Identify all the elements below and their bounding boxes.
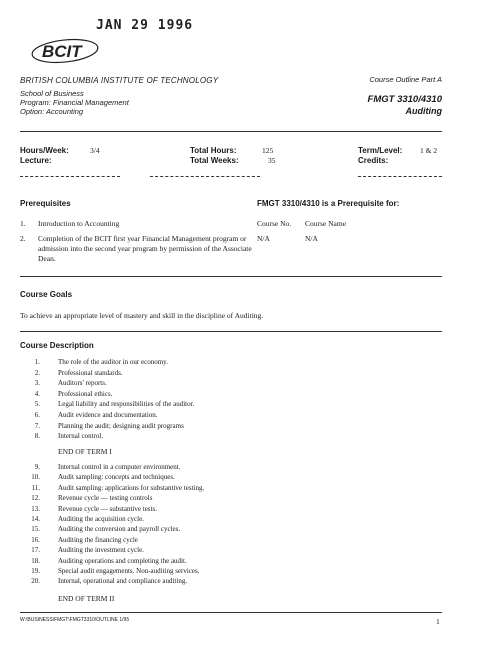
school-name: School of Business bbox=[20, 89, 84, 98]
term-2-item-number: 12. bbox=[31, 494, 40, 503]
term-2-item-number: 19. bbox=[31, 567, 40, 575]
term-1-item-text: The role of the auditor in our economy. bbox=[58, 358, 168, 366]
term-2-item-number: 14. bbox=[31, 515, 40, 523]
hours-week-value: 3/4 bbox=[90, 146, 100, 155]
term-1-item-number: 6. bbox=[34, 411, 40, 419]
term-1-item-number: 7. bbox=[34, 421, 40, 430]
term-2-item-number: 9. bbox=[34, 463, 40, 471]
header-divider bbox=[20, 131, 442, 132]
prereq-1-text: Introduction to Accounting bbox=[38, 219, 120, 228]
term-2-item-text: Auditing the conversion and payroll cycles. bbox=[58, 525, 181, 534]
course-no-header: Course No. bbox=[257, 219, 292, 228]
course-name-header: Course Name bbox=[305, 219, 347, 228]
term-2-item-number: 17. bbox=[31, 546, 40, 555]
term-1-item-text: Professional ethics. bbox=[58, 389, 113, 398]
course-code: FMGT 3310/4310 bbox=[367, 94, 442, 105]
course-goals-text: To achieve an appropriate level of mastery and skill in the discipline of Auditing. bbox=[20, 311, 264, 320]
total-weeks-value: 35 bbox=[268, 156, 276, 165]
hours-week-label: Hours/Week: bbox=[20, 146, 69, 155]
term-1-item-number: 3. bbox=[34, 379, 40, 388]
lecture-label: Lecture: bbox=[20, 156, 52, 165]
term-1-item-text: Auditors' reports. bbox=[58, 379, 107, 388]
course-goals-heading: Course Goals bbox=[20, 290, 73, 299]
credits-label: Credits: bbox=[358, 156, 389, 165]
prereq-1-number: 1. bbox=[20, 219, 26, 228]
term-1-item-number: 4. bbox=[34, 389, 40, 398]
term-1-item-number: 2. bbox=[34, 368, 40, 377]
received-date-stamp: JAN 29 1996 bbox=[96, 18, 194, 33]
prereq-2-number: 2. bbox=[20, 234, 26, 243]
term-1-item-number: 8. bbox=[34, 432, 40, 441]
term-2-item-text: Special audit engagements. Non-auditing services. bbox=[58, 567, 200, 575]
term-2-item-text: Internal, operational and compliance auditing. bbox=[58, 577, 188, 586]
term-2-item-number: 18. bbox=[31, 556, 40, 565]
end-of-term-1: END OF TERM I bbox=[58, 447, 112, 456]
goals-divider bbox=[20, 331, 442, 332]
term-1-item-number: 5. bbox=[34, 400, 40, 409]
course-name-value: N/A bbox=[305, 234, 318, 243]
footer-file-path: W:\BUSINESS\FMGT\FMGT3310\OUTLINE 1/95 bbox=[20, 617, 130, 623]
bcit-logo bbox=[30, 37, 100, 65]
term-2-item-number: 20. bbox=[31, 577, 40, 586]
term-2-item-text: Auditing the acquisition cycle. bbox=[58, 515, 144, 523]
program-name: Program: Financial Management bbox=[20, 98, 129, 107]
term-underline bbox=[358, 176, 442, 177]
end-of-term-2: END OF TERM II bbox=[58, 594, 115, 603]
footer-divider bbox=[20, 612, 442, 613]
institute-name: BRITISH COLUMBIA INSTITUTE OF TECHNOLOGY bbox=[20, 76, 219, 85]
term-level-label: Term/Level: bbox=[358, 146, 403, 155]
term-2-item-number: 15. bbox=[31, 525, 40, 534]
term-level-value: 1 & 2 bbox=[420, 146, 438, 155]
course-title: Auditing bbox=[405, 106, 442, 116]
total-hours-label: Total Hours: bbox=[190, 146, 237, 155]
prereq-divider bbox=[20, 276, 442, 277]
term-2-item-text: Auditing the investment cycle. bbox=[58, 546, 144, 555]
term-2-item-text: Revenue cycle — testing controls bbox=[58, 494, 153, 503]
term-2-item-text: Auditing the financing cycle bbox=[58, 535, 138, 544]
term-2-item-text: Audit sampling: applications for substantive testing. bbox=[58, 483, 205, 492]
total-weeks-label: Total Weeks: bbox=[190, 156, 239, 165]
total-hours-value: 125 bbox=[262, 146, 274, 155]
prerequisites-heading: Prerequisites bbox=[20, 199, 71, 208]
course-description-heading: Course Description bbox=[20, 341, 94, 350]
term-1-item-text: Legal liability and responsibilities of the auditor. bbox=[58, 400, 195, 409]
hours-underline bbox=[20, 176, 120, 177]
page-number: 1 bbox=[436, 617, 440, 626]
outline-label: Course Outline Part A bbox=[369, 75, 442, 84]
term-1-item-text: Professional standards. bbox=[58, 368, 123, 377]
totals-underline bbox=[150, 176, 260, 177]
term-1-item-text: Audit evidence and documentation. bbox=[58, 411, 158, 419]
term-1-item-text: Planning the audit; designing audit programs bbox=[58, 421, 184, 430]
term-2-item-number: 10. bbox=[31, 473, 40, 482]
course-no-value: N/A bbox=[257, 234, 270, 243]
prerequisite-for-heading: FMGT 3310/4310 is a Prerequisite for: bbox=[257, 199, 400, 208]
term-2-item-number: 16. bbox=[31, 535, 40, 544]
term-1-item-text: Internal control. bbox=[58, 432, 104, 441]
term-2-item-text: Auditing operations and completing the audit. bbox=[58, 556, 187, 565]
svg-text:BCIT: BCIT bbox=[42, 42, 82, 61]
term-2-item-number: 13. bbox=[31, 504, 40, 513]
term-2-item-text: Internal control in a computer environment. bbox=[58, 463, 181, 471]
term-2-item-text: Revenue cycle — substantive tests. bbox=[58, 504, 157, 513]
term-1-item-number: 1. bbox=[34, 358, 40, 366]
term-2-item-number: 11. bbox=[31, 483, 40, 492]
prereq-2-text: Completion of the BCIT first year Financial Management program or admission into the second year program by permission of the Associate Dean. bbox=[38, 234, 252, 263]
option-name: Option: Accounting bbox=[20, 107, 84, 116]
term-2-item-text: Audit sampling: concepts and techniques. bbox=[58, 473, 175, 482]
